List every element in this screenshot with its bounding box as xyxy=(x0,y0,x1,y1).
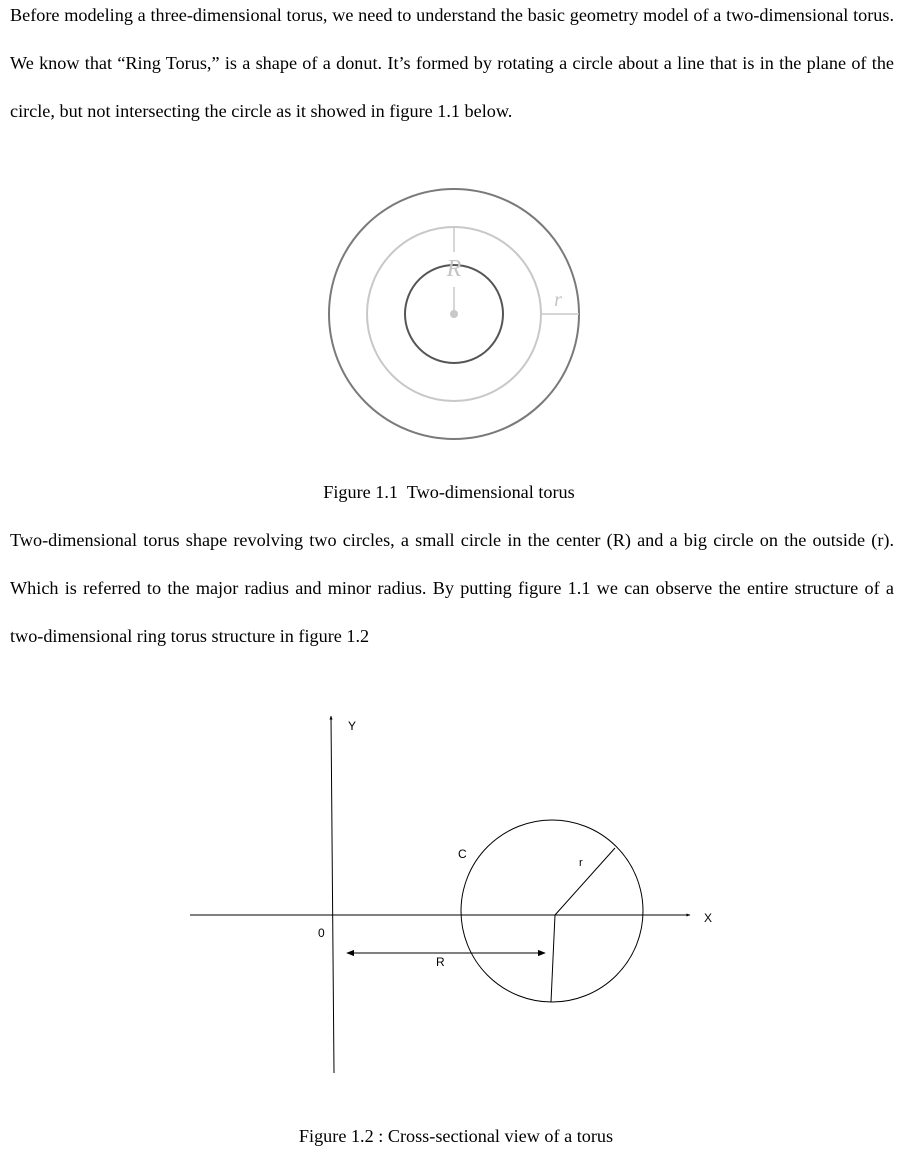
x-axis-label: X xyxy=(704,911,713,925)
major-radius-label: R xyxy=(436,955,445,969)
intro-paragraph: Before modeling a three-dimensional torus, we need to understand the basic geometry model of a two-dimensional torus. We know that “Ring Torus,” is a shape of a donut. It’s formed by rotating a circle about a line that is in the plane of the circle, but not intersecting the circle as it showed in figure 1.1 below. xyxy=(10,5,894,121)
explanation-paragraph: Two-dimensional torus shape revolving two circles, a small circle in the center (R) and a big circle on the outside (r). Which is referred to the major radius and minor radius. By putting figure 1.1 we can observe the entire structure of a two-dimensional ring torus structure in figure 1.2 xyxy=(10,530,894,646)
origin-label: 0 xyxy=(318,926,325,940)
minor-radius-label: r xyxy=(579,857,583,869)
minor-radius-line xyxy=(555,848,615,915)
figure-1-caption: Figure 1.1 Two-dimensional torus xyxy=(323,482,575,502)
major-radius-label: R xyxy=(446,256,462,282)
y-axis xyxy=(331,716,334,1073)
y-axis-label: Y xyxy=(348,719,357,733)
minor-radius-label: r xyxy=(554,289,562,311)
radius-down-line xyxy=(551,915,555,1002)
circle-label: C xyxy=(458,847,467,861)
figure-2-caption: Figure 1.2 : Cross-sectional view of a torus xyxy=(298,1126,614,1146)
